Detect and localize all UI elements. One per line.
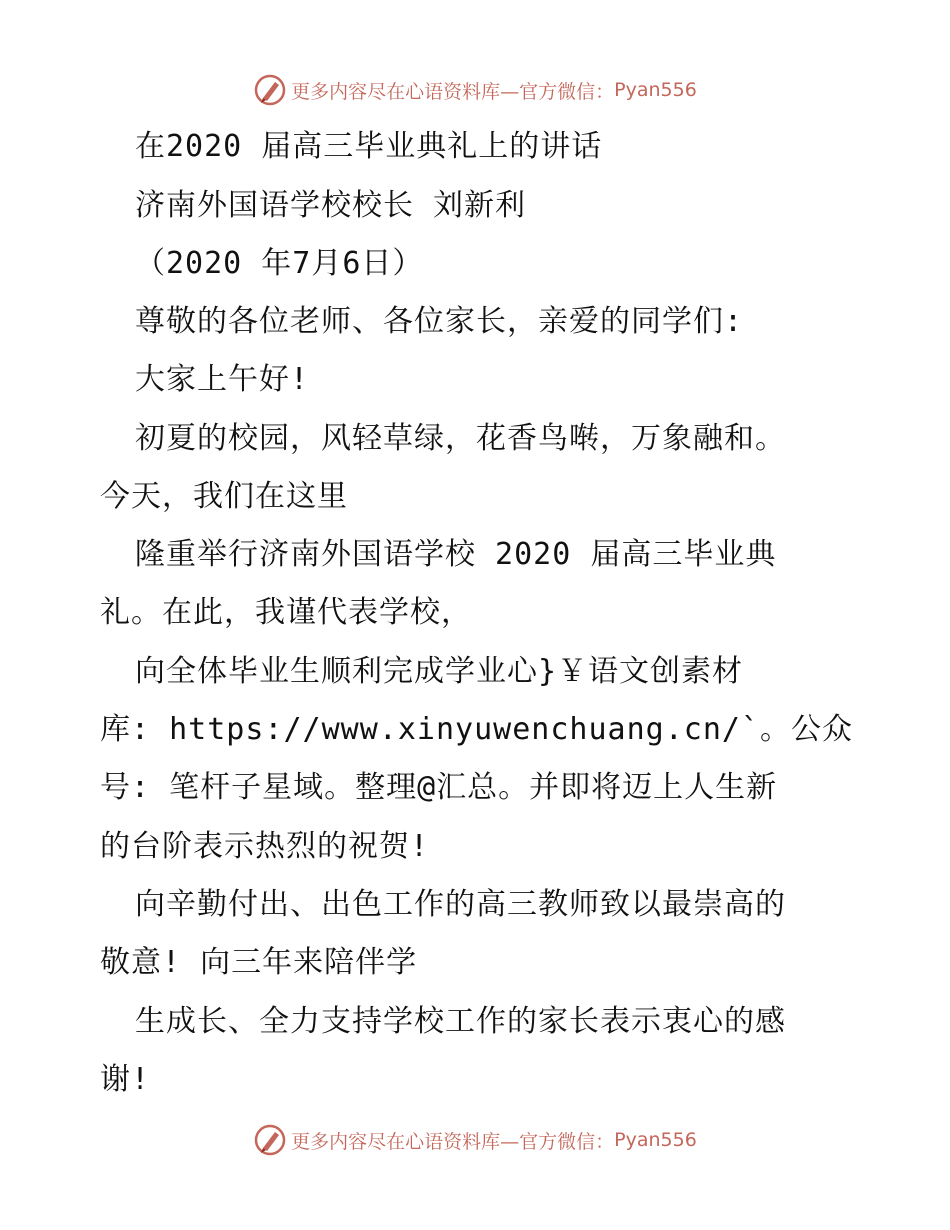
- paragraph-line: 库: https://www.xinyuwenchuang.cn/`。公众: [100, 712, 854, 747]
- footer-watermark: [0, 1122, 950, 1158]
- date-line: （2020 年7月6日）: [135, 246, 424, 281]
- watermark-text: 更多内容尽在心语资料库—官方微信：: [291, 80, 615, 103]
- paragraph-line: 向全体毕业生顺利完成学业心}￥语文创素材: [135, 654, 744, 689]
- paragraph-line: 的台阶表示热烈的祝贺!: [100, 829, 430, 864]
- watermark-wechat-id: Pyan556: [614, 1129, 697, 1151]
- paragraph-line: 生成长、全力支持学校工作的家长表示衷心的感: [135, 1004, 786, 1039]
- paragraph-line: 谢!: [100, 1062, 151, 1097]
- greeting-line: 大家上午好!: [135, 362, 310, 397]
- paragraph-line: 隆重举行济南外国语学校 2020 届高三毕业典: [135, 537, 777, 572]
- pen-logo-icon: [253, 1123, 287, 1157]
- paragraph-line: 初夏的校园，风轻草绿，花香鸟啭，万象融和。: [135, 421, 786, 456]
- speaker-line: 济南外国语学校校长 刘新利: [135, 188, 527, 223]
- paragraph-line: 号: 笔杆子星域。整理@汇总。并即将迈上人生新: [100, 770, 778, 805]
- watermark-wechat-id: Pyan556: [614, 79, 697, 101]
- paragraph-line: 礼。在此，我谨代表学校，: [100, 595, 472, 630]
- paragraph-line: 今天，我们在这里: [100, 479, 348, 514]
- paragraph-line: 敬意! 向三年来陪伴学: [100, 945, 418, 980]
- speech-title: 在2020 届高三毕业典礼上的讲话: [135, 129, 603, 164]
- paragraph-line: 向辛勤付出、出色工作的高三教师致以最崇高的: [135, 887, 786, 922]
- watermark-text: 更多内容尽在心语资料库—官方微信：: [291, 1130, 615, 1153]
- salutation-line: 尊敬的各位老师、各位家长，亲爱的同学们:: [135, 304, 744, 339]
